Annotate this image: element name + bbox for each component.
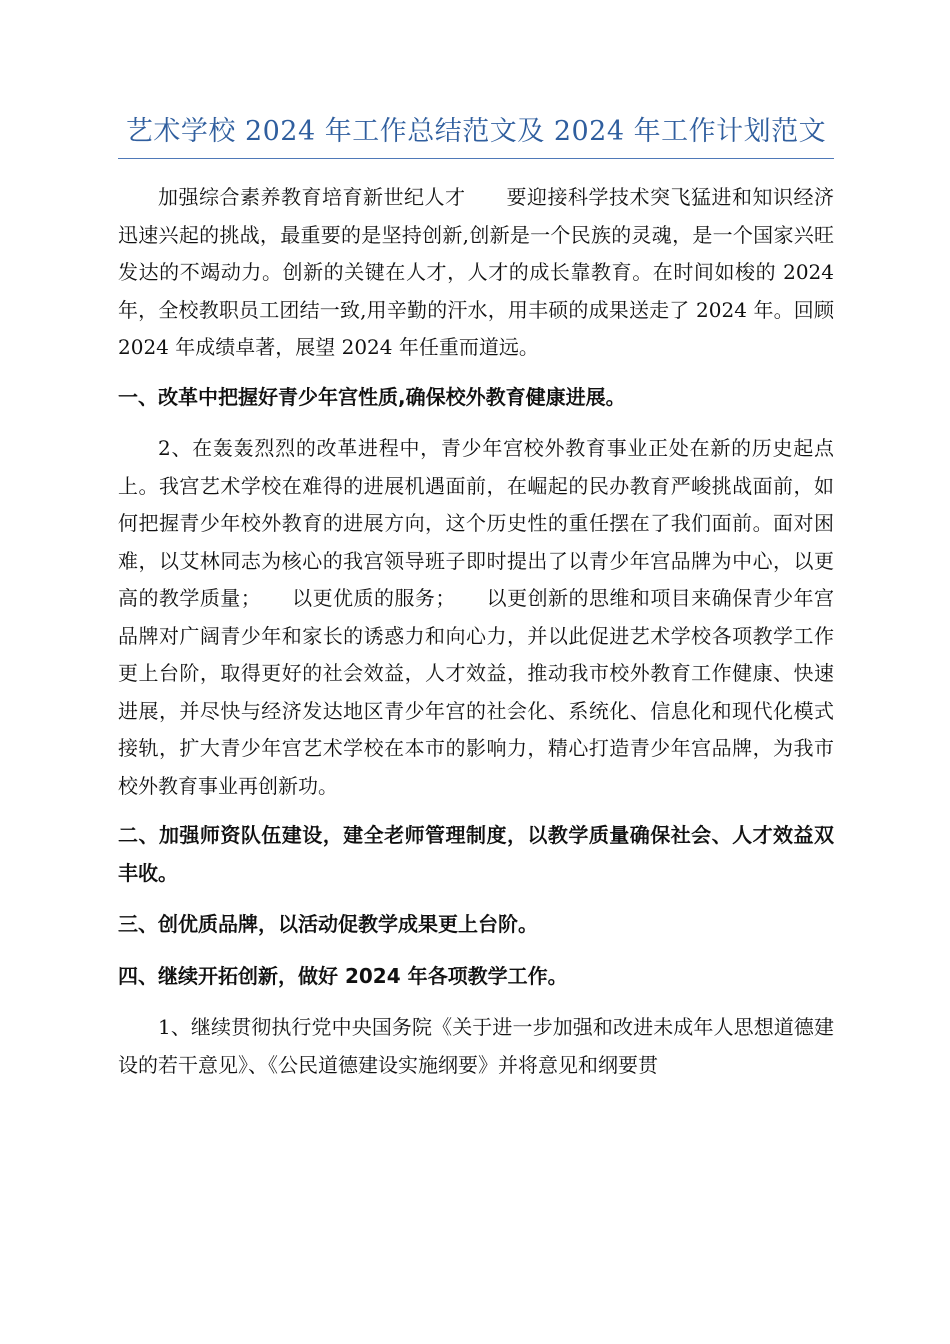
section-heading-2: 二、加强师资队伍建设，建全老师管理制度，以教学质量确保社会、人才效益双丰收。 (118, 823, 834, 885)
title-block (118, 112, 834, 159)
section1-paragraph: 2、在轰轰烈烈的改革进程中，青少年宫校外教育事业正处在新的历史起点上。我宫艺术学校在难得的进展机遇面前，在崛起的民办教育严峻挑战面前，如何把握青少年校外教育的进展方向，这个历史性的重任摆在了我们面前。面对困难，以艾林同志为核心的我宫领导班子即时提出了以青少年宫品牌为中心，以更高的教学质量； 以更优质的服务； 以更创新的思维和项目来确保青少年宫品牌对广阔青少年和家长的诱惑力和向心力，并以此促进艺术学校各项教学工作更上台阶，取得更好的社会效益，人才效益，推动我市校外教育工作健康、快速进展，并尽快与经济发达地区青少年宫的社会化、系统化、信息化和现代化模式接轨，扩大青少年宫艺术学校在本市的影响力，精心打造青少年宫品牌，为我市校外教育事业再创新功。 (118, 436, 834, 798)
section4-paragraph: 1、继续贯彻执行党中央国务院《关于进一步加强和改进未成年人思想道德建设的若干意见》、《公民道德建设实施纲要》并将意见和纲要贯 (118, 1015, 834, 1077)
section-heading-3: 三、创优质品牌，以活动促教学成果更上台阶。 (118, 912, 538, 936)
section-heading-4: 四、继续开拓创新，做好 2024 年各项教学工作。 (118, 963, 568, 988)
intro-paragraph: 加强综合素养教育培育新世纪人才 要迎接科学技术突飞猛进和知识经济迅速兴起的挑战，最重要的是坚持创新,创新是一个民族的灵魂，是一个国家兴旺发达的不竭动力。创新的关键在人才，人才的成长靠教育。在时间如梭的 2024 年，全校教职员工团结一致,用辛勤的汗水，用丰硕的成果送走了 2024 年。回顾 2024 年成绩卓著，展望 2024 年任重而道远。 (118, 185, 834, 359)
section-heading-1: 一、改革中把握好青少年宫性质,确保校外教育健康进展。 (118, 384, 626, 409)
document-page (118, 112, 834, 1096)
document-title: 艺术学校 2024 年工作总结范文及 2024 年工作计划范文 (125, 116, 827, 147)
